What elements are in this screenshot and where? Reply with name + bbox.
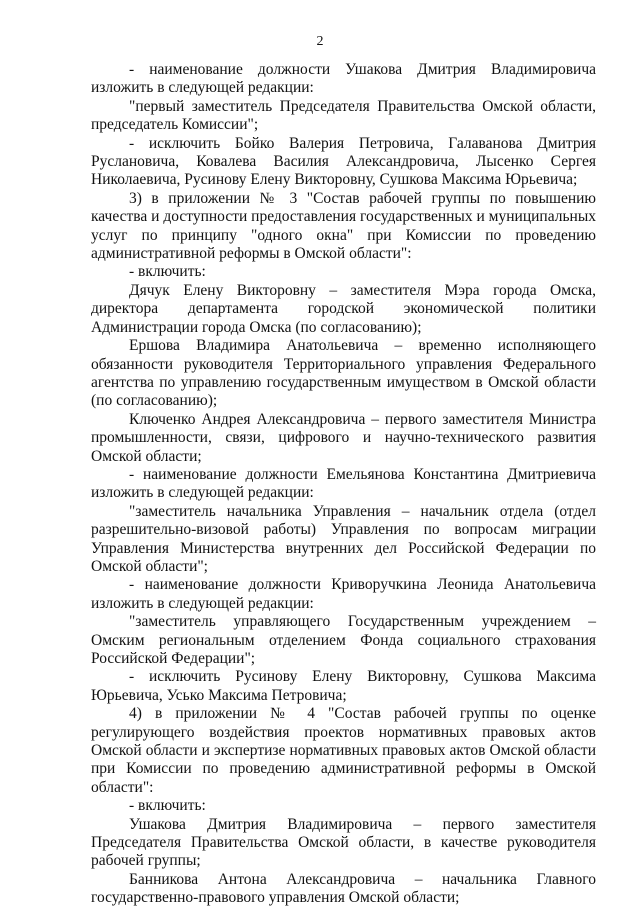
- paragraph-11: - наименование должности Криворучкина Леонида Анатольевича изложить в следующей редакции:: [91, 576, 596, 612]
- paragraph-12: "заместитель управляющего Государственным учреждением – Омским региональным отделением Фонда социального страхования Российской Федерации";: [91, 613, 596, 667]
- paragraph-2: "первый заместитель Председателя Правительства Омской области, председатель Комиссии";: [91, 97, 596, 134]
- paragraph-5: - включить:: [129, 263, 206, 281]
- paragraph-7: Ершова Владимира Анатольевича – временно исполняющего обязанности руководителя Территориального управления Федерального агентства по управлению государственным имуществом в Омской области (по согласованию);: [91, 337, 596, 410]
- paragraph-14: 4) в приложении № 4 "Состав рабочей группы по оценке регулирующего воздействия проектов нормативных правовых актов Омской области и экспертизе нормативных правовых актов Омской области при Комиссии по проведению административной реформы в Омской области":: [91, 705, 596, 796]
- paragraph-13: - исключить Русинову Елену Викторовну, Сушкова Максима Юрьевича, Усько Максима Петровича;: [91, 668, 596, 704]
- paragraph-6: Дячук Елену Викторовну – заместителя Мэра города Омска, директора департамента городской экономической политики Администрации города Омска (по согласованию);: [91, 281, 596, 336]
- paragraph-9: - наименование должности Емельянова Константина Дмитриевича изложить в следующей редакции:: [91, 465, 596, 502]
- paragraph-10: "заместитель начальника Управления – начальник отдела (отдел разрешительно-визовой работы) Управления по вопросам миграции Управления Министерства внутренних дел Российской Федерации по Омской области";: [91, 502, 596, 575]
- paragraph-15: - включить:: [129, 797, 206, 815]
- paragraph-8: Ключенко Андрея Александровича – первого заместителя Министра промышленности, связи, цифрового и научно-технического развития Омской области;: [91, 410, 596, 465]
- page-number: 2: [316, 34, 324, 49]
- paragraph-1: - наименование должности Ушакова Дмитрия Владимировича изложить в следующей редакции:: [91, 61, 596, 97]
- paragraph-16: Ушакова Дмитрия Владимировича – первого заместителя Председателя Правительства Омской области, в качестве руководителя рабочей группы;: [91, 815, 596, 870]
- document-body: [91, 61, 596, 908]
- paragraph-4: 3) в приложении № 3 "Состав рабочей группы по повышению качества и доступности предоставления государственных и муниципальных услуг по принципу "одного окна" при Комиссии по проведению административной реформы в Омской области":: [91, 189, 596, 263]
- paragraph-3: - исключить Бойко Валерия Петровича, Галаванова Дмитрия Руслановича, Ковалева Василия Александровича, Лысенко Сергея Николаевича, Русинову Елену Викторовну, Сушкова Максима Юрьевича;: [91, 134, 596, 189]
- paragraph-17: Банникова Антона Александровича – начальника Главного государственно-правового управления Омской области;: [91, 870, 596, 907]
